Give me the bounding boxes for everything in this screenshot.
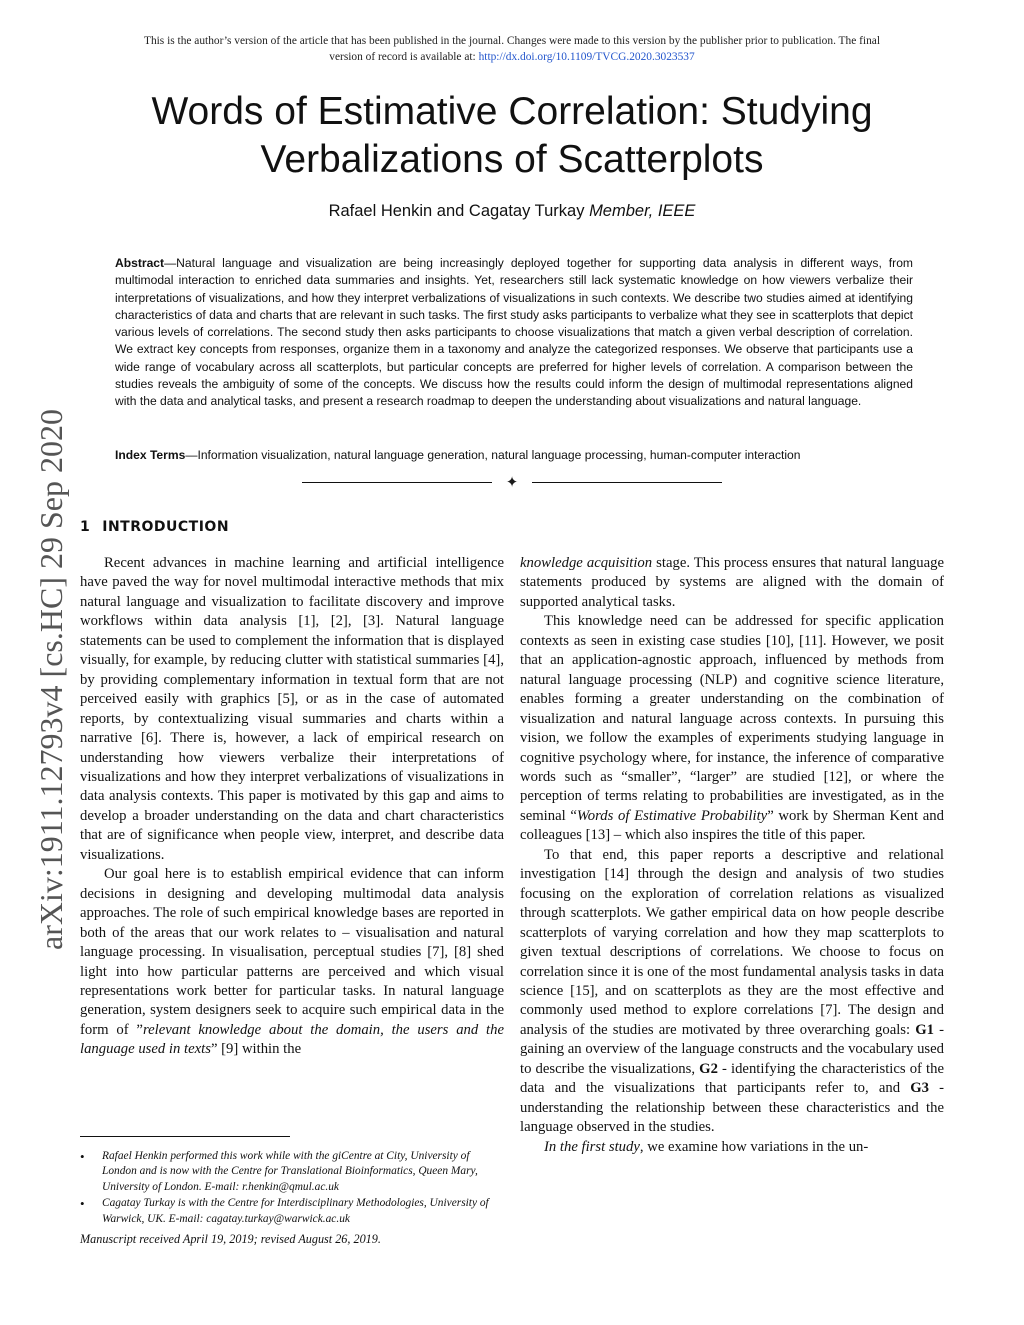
paragraph [520,554,944,612]
author-line [0,202,1024,221]
notice-prefix: version of record is available at: [329,51,479,63]
goal-label: G3 [910,1080,929,1097]
paragraph-text: ” [9] within the [210,1041,302,1058]
divider-line-right [532,482,722,483]
emphasis-italic: In the first study [544,1138,640,1155]
footnote-bullet: • [80,1149,85,1164]
publication-notice-line1: This is the author’s version of the article that has been published in the journal. Changes were made to this version by the publisher prior to publication. The final [143,35,880,47]
footnotes [80,1149,504,1228]
goal-label: G1 [915,1021,934,1038]
goal-label: G2 [699,1060,718,1077]
publication-notice-line2 [0,49,1024,65]
paragraph-text: To that end, this paper reports a descriptive and relational investigation [14] through the design and analysis of two studies focusing on the exploration of correlation relations as visualized through scatterplots. We gather empirical data on how people describe scatterplots of varying correlation and how they map scatterplots to given textual descriptions of correlations. We choose to focus on correlation since it is one of the most fundamental analysis tasks in data science [15], and on scatterplots as they are the most effective and commonly used method to explore correlations [7]. The design and analysis of the studies are motivated by three overarching goals: [520,846,944,1038]
footnote-text: Rafael Henkin performed this work while with the giCentre at City, University of London and is now with the Centre for Translational Bioinformatics, Queen Mary, University of London. E-mail: r.henkin@qmul.ac.uk [102,1150,478,1193]
paragraph-text: - identifying the characteristics of the data and the visualizations that participants refer to, and [520,1060,944,1097]
title-italic: Words of Estimative Probability [576,807,768,824]
paragraph-text: - understanding the relationship between these characteristics and the language observed in the studies. [520,1080,944,1136]
paragraph [520,1138,944,1157]
paragraph [520,612,944,845]
paragraph-text: ” work by Sherman Kent and colleagues [13] – which also inspires the title of this paper. [520,807,944,844]
index-terms [115,447,913,464]
index-terms-label: Index Terms [115,448,186,462]
divider-line-left [302,482,492,483]
abstract-label: Abstract [115,256,165,270]
footnote-rule [80,1136,290,1137]
right-column [520,554,944,1157]
section-number: 1 [80,519,91,535]
author-role: Member, IEEE [589,202,696,220]
arxiv-identifier: arXiv:1911.12793v4 [cs.HC] 29 Sep 2020 [33,409,69,950]
manuscript-dates: Manuscript received April 19, 2019; revised August 26, 2019. [80,1232,381,1246]
footnote-bullet: • [80,1196,85,1212]
paragraph-text: , we examine how variations in the un- [639,1138,869,1155]
term-italic: knowledge acquisition [520,555,653,571]
author-names: Rafael Henkin and Cagatay Turkay [328,202,585,220]
divider-star-icon: ✦ [505,473,519,491]
footnote [80,1196,504,1227]
abstract [115,255,913,411]
footnote [80,1149,504,1195]
paragraph [520,846,944,1138]
index-terms-text: —Information visualization, natural language generation, natural language processing, human-computer interaction [185,448,801,462]
quote-italic: relevant knowledge about the domain, the users and the language used in texts [80,1021,504,1058]
section-divider [302,474,722,492]
paper-title [90,88,934,184]
footnote-text: Cagatay Turkay is with the Centre for Interdisciplinary Methodologies, University of Warwick, UK. E-mail: cagatay.turkay@warwick.ac.uk [102,1197,489,1225]
doi-link[interactable]: http://dx.doi.org/10.1109/TVCG.2020.3023537 [478,51,695,63]
section-title: INTRODUCTION [102,519,230,535]
abstract-text: —Natural language and visualization are being increasingly deployed together for supporting data analysis in different ways, from multimodal interaction to enriched data summaries and insights. Yet, researchers still lack systematic knowledge on how viewers verbalize their interpretations of visualizations, and how they interpret verbalizations of visualizations in such contexts. We describe two studies aimed at identifying characteristics of data and charts that are relevant in such tasks. The first study asks participants to verbalize what they see in scatterplots that depict various levels of correlations. The second study then asks participants to choose visualizations that match a given verbal description of correlation. We extract key concepts from responses, organize them in a taxonomy and analyze the categorized responses. We observe that participants use a wide range of vocabulary across all scatterplots, but particular concepts are preferred for higher levels of correlation. A comparison between the studies reveals the ambiguity of some of the concepts. We discuss how the results could inform the design of multimodal representations aligned with the data and analytical tasks, and present a research roadmap to deepen the understanding about visualizations and natural language. [115,256,913,409]
paragraph-text: This knowledge need can be addressed for specific application contexts as seen in existing case studies [10], [11]. However, we posit that an application-agnostic approach, influenced by methods from natural language processing (NLP) and cognitive science literature, enables forming a greater understanding on the combination of visualization and natural language across contexts. In pursuing this vision, we follow the examples of experiments studying language in cognitive psychology where, for instance, the inference of comparative words such as “smaller”, “larger” are studied [12], or where the perception of terms relating to probabilities are investigated, as in the seminal “ [520,613,944,824]
paper-title-line1: Words of Estimative Correlation: Studying [151,90,873,133]
paper-title-line2: Verbalizations of Scatterplots [260,138,764,181]
paragraph: Recent advances in machine learning and artificial intelligence have paved the way for novel multimodal interactive methods that mix natural language and visualization to facilitate discovery and improve workflows within data analysis [1], [2], [3]. Natural language statements can be used to complement the information that is displayed visually, for example, by reducing clutter with statistical summaries [4], by providing complementary information in textual form that are not perceived easily with graphics [5], or as in the case of automated reports, by contextualizing visual summaries and charts within a narrative [6]. There is, however, a lack of empirical research on understanding how viewers verbalize their interpretations of visualizations and how they interpret verbalizations of visualizations in data analysis contexts. This paper is motivated by this gap and aims to develop a broader understanding on the data and chart characteristics that are of significance when people view, interpret, and describe data visualizations. [80,555,504,863]
paragraph [80,865,504,1060]
paragraph-text: - gaining an overview of the language constructs and the vocabulary used to describe the visualizations, [520,1021,944,1077]
paragraph-text: stage. This process ensures that natural language statements produced by systems are aligned with the domain of supported analytical tasks. [520,555,944,610]
publication-notice [0,33,1024,65]
section-heading [80,519,229,535]
left-column [80,554,504,1060]
paragraph-text: Our goal here is to establish empirical evidence that can inform decisions in designing and developing multimodal data analysis approaches. The role of such empirical knowledge bases are reported in both of the areas that our work relates to – visualisation and natural language processing. In visualisation, perceptual studies [7], [8] shed light into how particular patterns are perceived and which visual representations work better for particular tasks. In natural language generation, system designers seek to acquire such empirical data in the form of ” [80,866,504,1038]
